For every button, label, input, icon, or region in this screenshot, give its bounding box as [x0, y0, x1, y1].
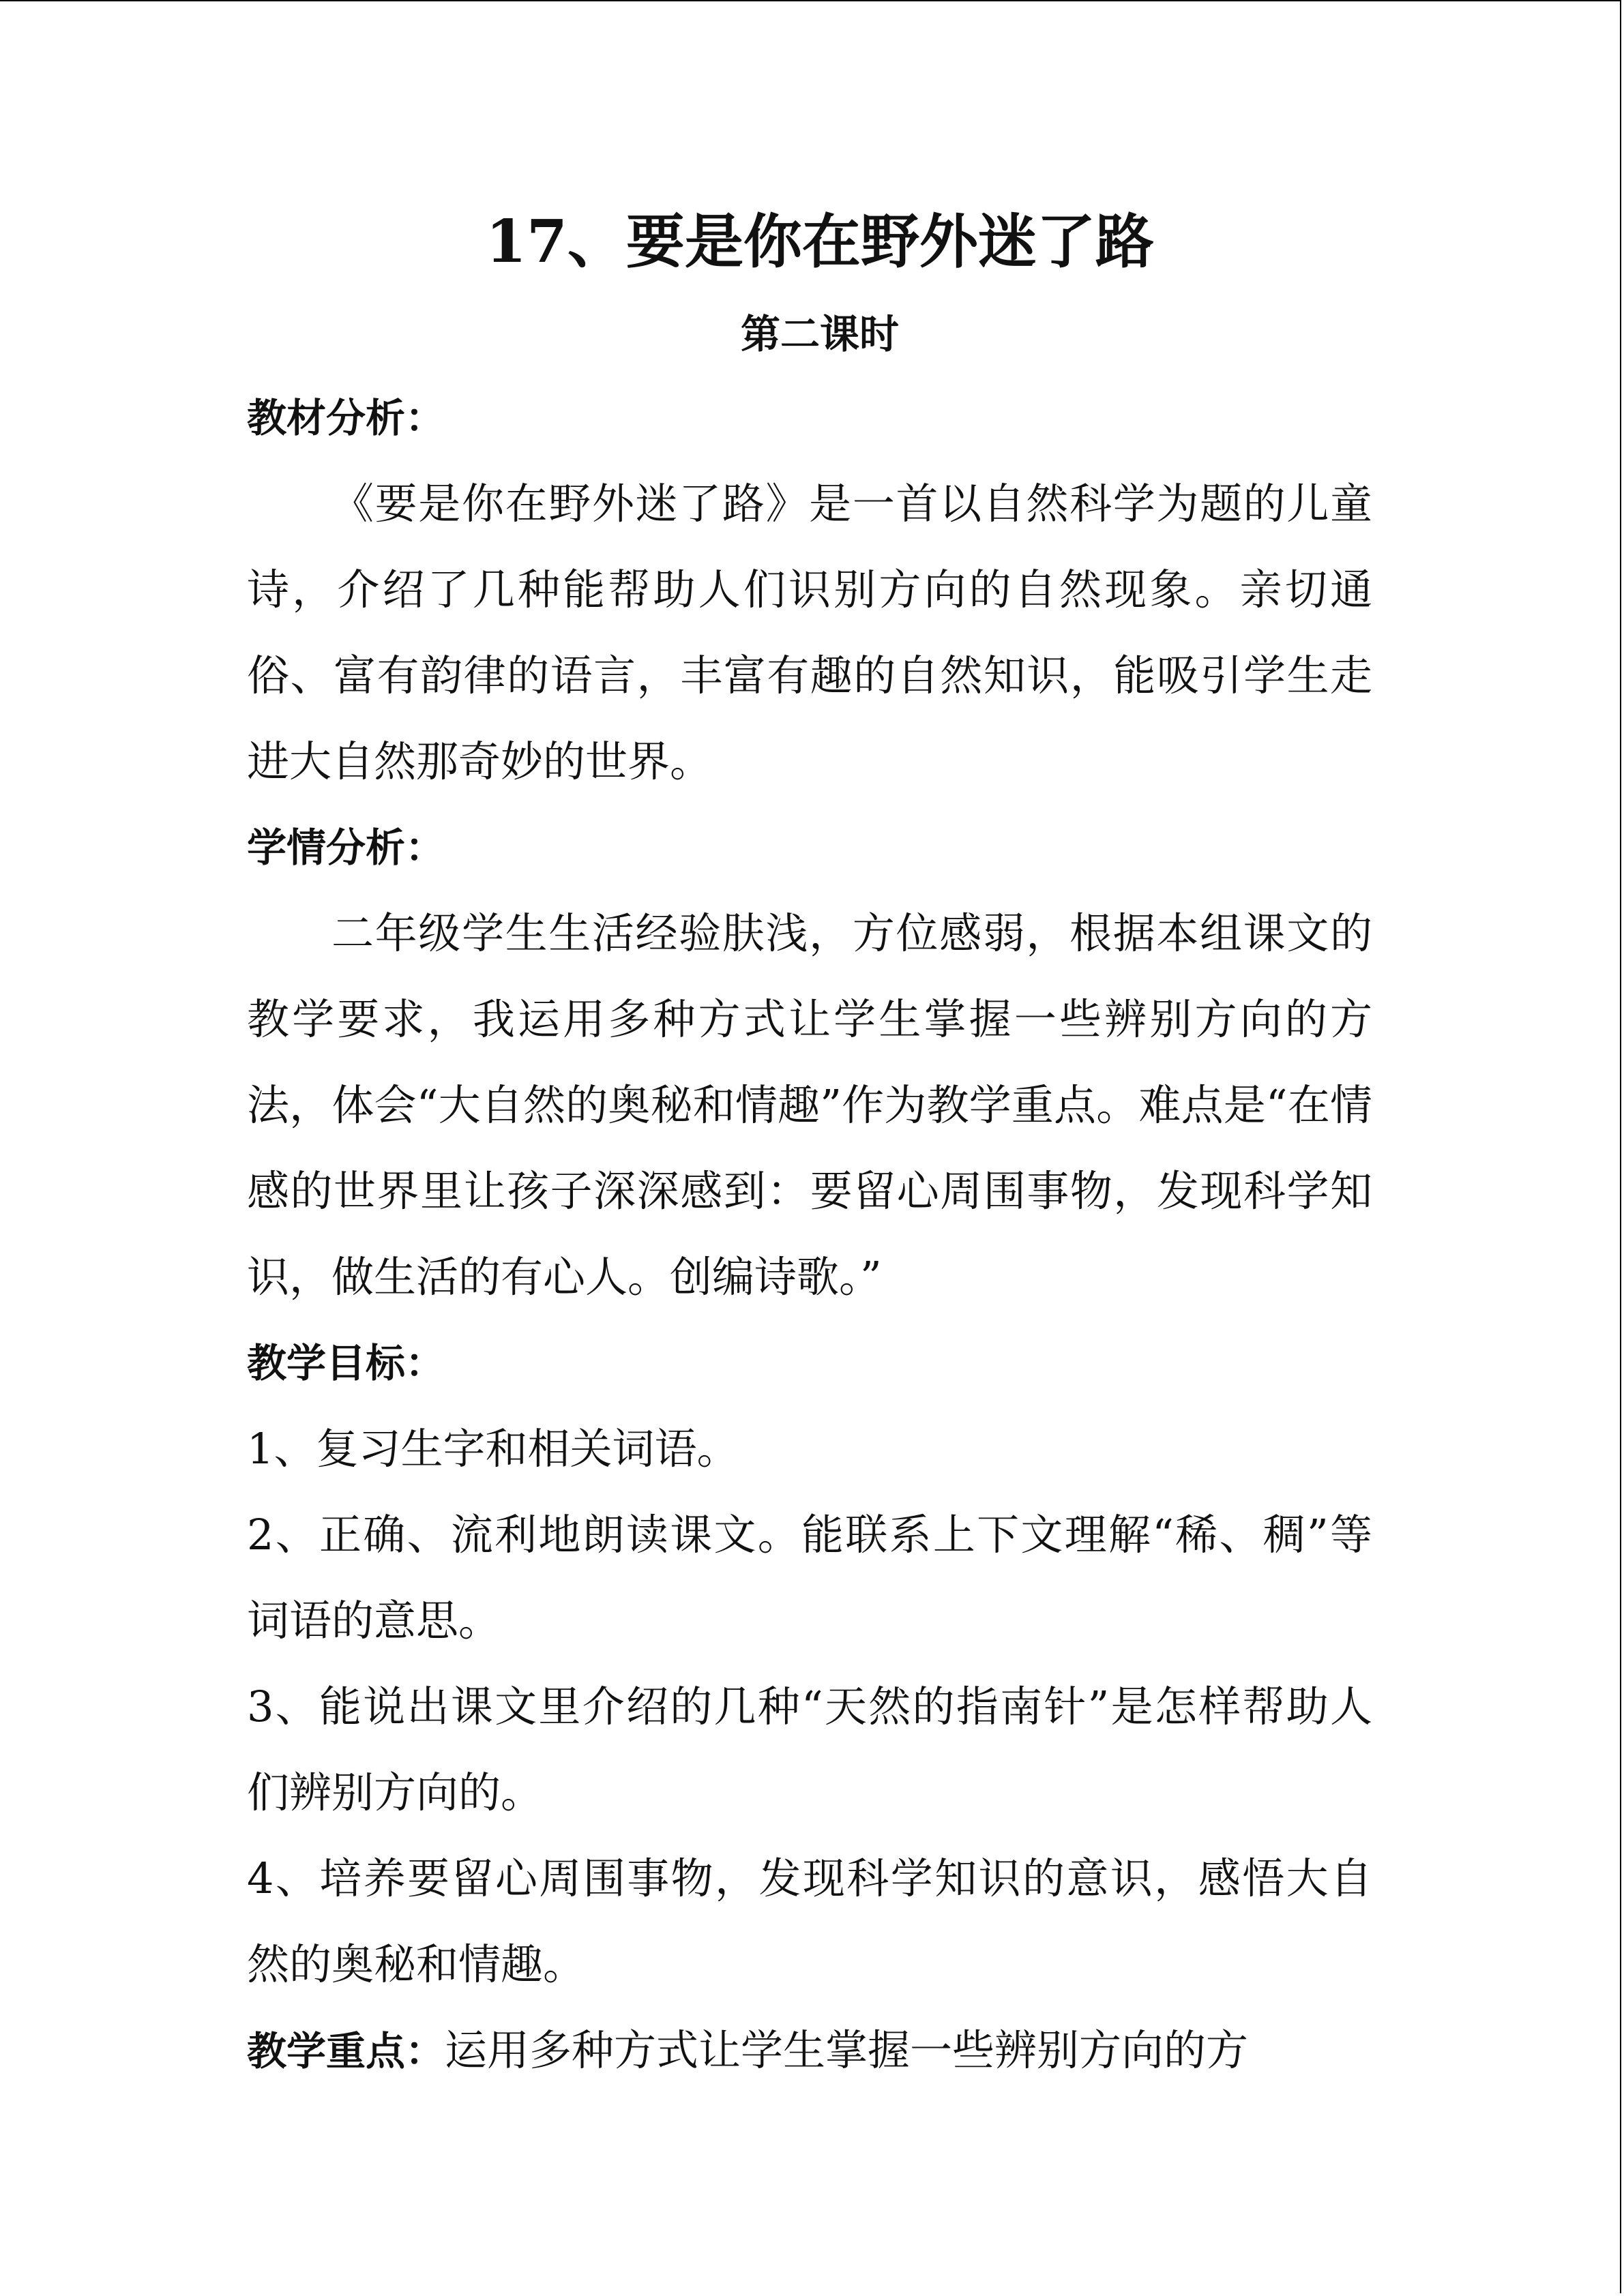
key-point-line [247, 2008, 1372, 2094]
page-subtitle: 第二课时 [740, 311, 899, 357]
page-title: 17、要是你在野外迷了路 [486, 207, 1154, 276]
section-paragraph: 《要是你在野外迷了路》是一首以自然科学为题的儿童诗，介绍了几种能帮助人们识别方向的自然现象。亲切通俗、富有韵律的语言，丰富有趣的自然知识，能吸引学生走进大自然那奇妙的世界。 [247, 479, 1372, 786]
list-item: 2、正确、流利地朗读课文。能联系上下文理解“稀、稠”等词语的意思。 [247, 1510, 1372, 1645]
document-body [247, 191, 1372, 2094]
list-item: 3、能说出课文里介绍的几种“天然的指南针”是怎样帮助人们辨别方向的。 [247, 1682, 1372, 1817]
list-item: 4、培养要留心周围事物，发现科学知识的意识，感悟大自然的奥秘和情趣。 [247, 1853, 1372, 1989]
section-heading: 教材分析： [247, 395, 445, 441]
section-material-analysis [247, 375, 1372, 805]
list-item: 1、复习生字和相关词语。 [247, 1424, 739, 1474]
key-point-text: 运用多种方式让学生掌握一些辨别方向的方 [445, 2025, 1249, 2075]
section-key-point [247, 2008, 1372, 2094]
section-paragraph: 二年级学生生活经验肤浅，方位感弱，根据本组课文的教学要求，我运用多种方式让学生掌握一些辨别方向的方法，体会“大自然的奥秘和情趣”作为教学重点。难点是“在情感的世界里让孩子深深感到：要留心周围事物，发现科学知识，做生活的有心人。创编诗歌。” [247, 908, 1372, 1302]
section-teaching-goals [247, 1320, 1372, 2008]
section-heading: 教学目标： [247, 1340, 445, 1386]
section-student-analysis [247, 805, 1372, 1320]
section-heading: 学情分析： [247, 824, 445, 871]
key-point-label: 教学重点： [247, 2028, 445, 2074]
